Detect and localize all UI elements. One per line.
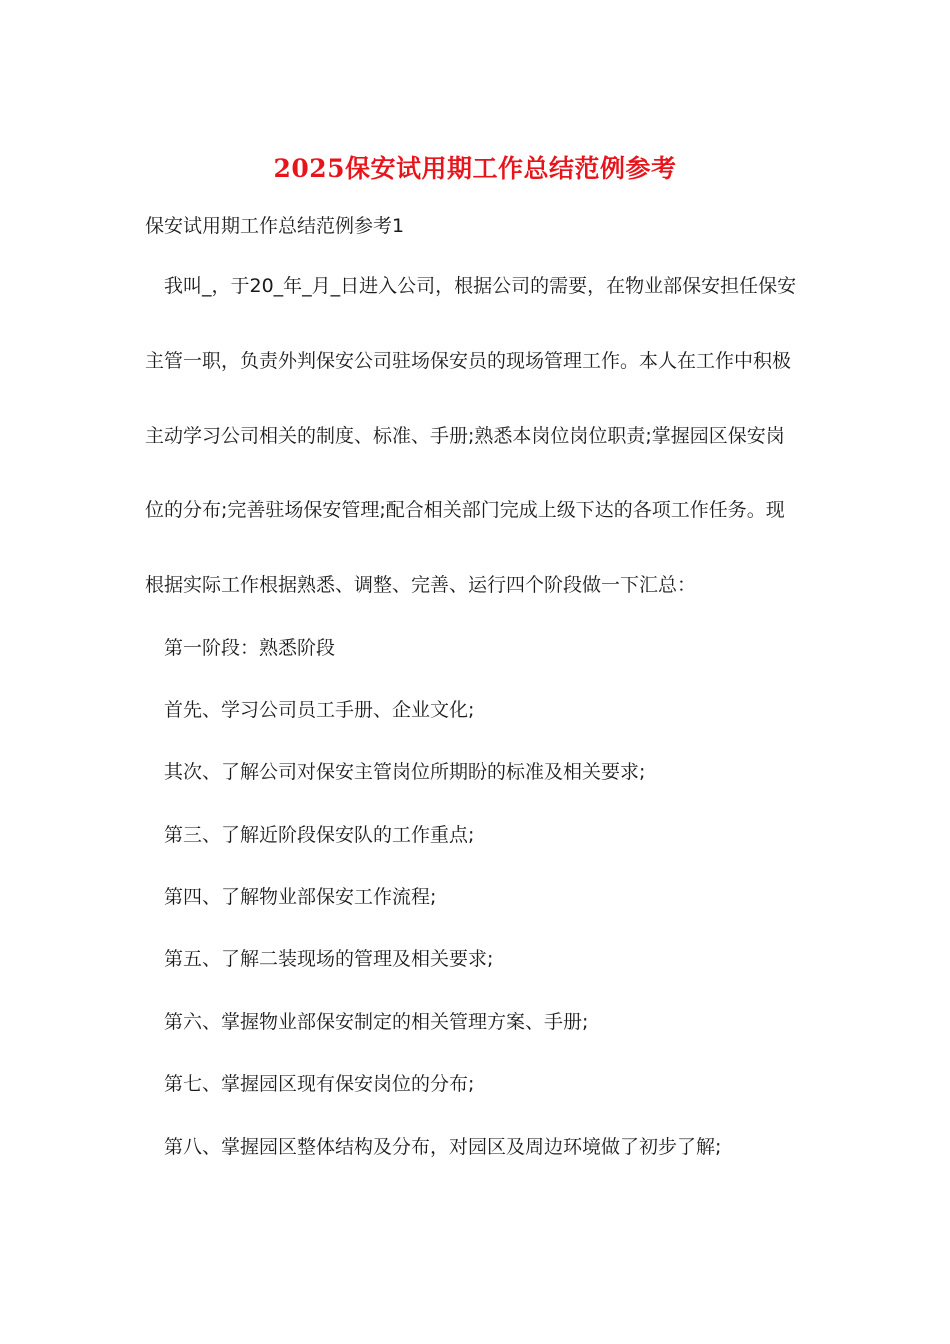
list-item: 第八、掌握园区整体结构及分布，对园区及周边环境做了初步了解;	[164, 1136, 722, 1158]
stage-heading: 第一阶段：熟悉阶段	[164, 637, 336, 659]
section-heading: 保安试用期工作总结范例参考1	[145, 215, 405, 237]
intro-line-5: 根据实际工作根据熟悉、调整、完善、运行四个阶段做一下汇总：	[145, 574, 697, 596]
list-item: 第四、了解物业部保安工作流程;	[164, 886, 437, 908]
document-title: 2025保安试用期工作总结范例参考	[273, 154, 677, 183]
intro-line-1: 我叫_，于20_年_月_日进入公司，根据公司的需要，在物业部保安担任保安	[164, 275, 797, 297]
intro-line-3: 主动学习公司相关的制度、标准、手册;熟悉本岗位岗位职责;掌握园区保安岗	[145, 425, 785, 447]
list-item: 首先、学习公司员工手册、企业文化;	[164, 699, 475, 721]
list-item: 第五、了解二装现场的管理及相关要求;	[164, 948, 494, 970]
intro-line-4: 位的分布;完善驻场保安管理;配合相关部门完成上级下达的各项工作任务。现	[145, 499, 785, 521]
list-item: 第六、掌握物业部保安制定的相关管理方案、手册;	[164, 1011, 589, 1033]
list-item: 其次、了解公司对保安主管岗位所期盼的标准及相关要求;	[164, 761, 646, 783]
list-item: 第七、掌握园区现有保安岗位的分布;	[164, 1073, 475, 1095]
intro-line-2: 主管一职，负责外判保安公司驻场保安员的现场管理工作。本人在工作中积极	[145, 350, 792, 372]
list-item: 第三、了解近阶段保安队的工作重点;	[164, 824, 475, 846]
